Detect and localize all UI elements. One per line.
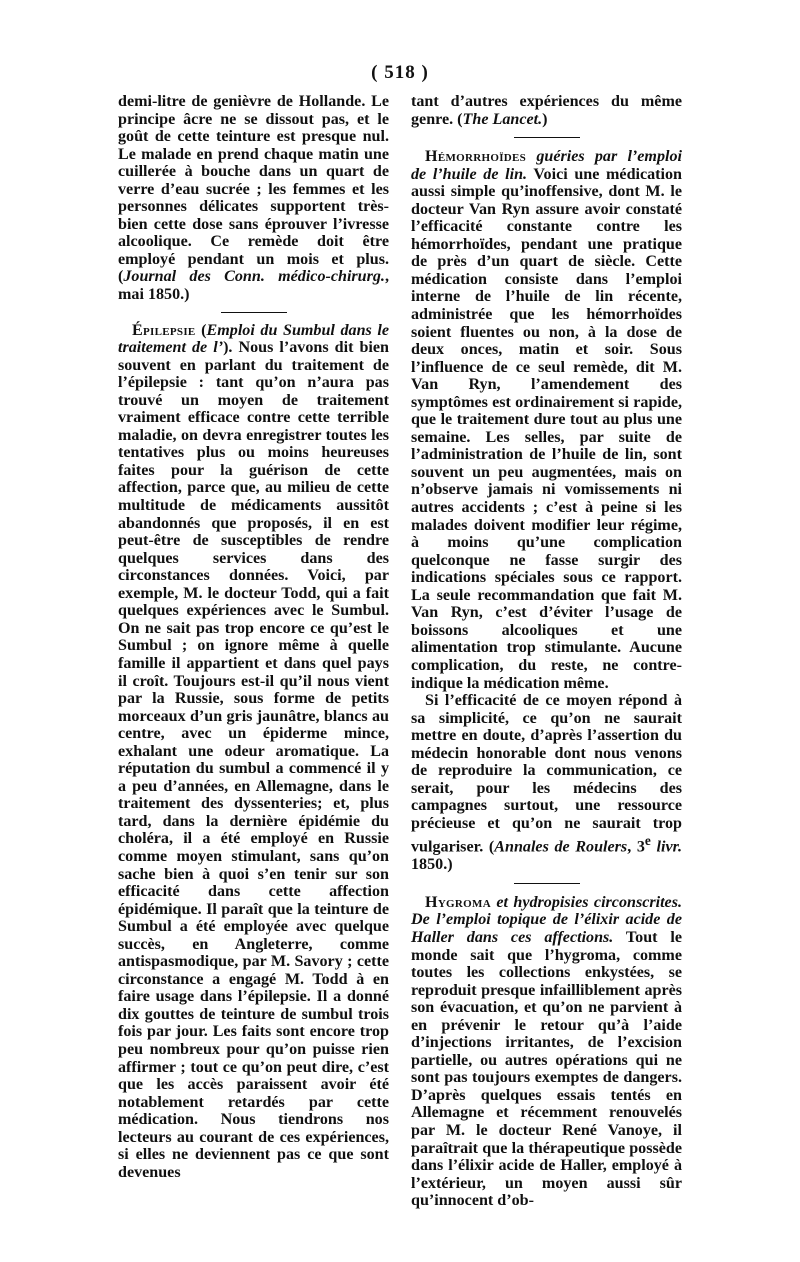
paragraph-text: demi-litre de genièvre de Hollande. Le principe âcre ne se dissout pas, et le goût de cette teinture est presque nul. Le malade en prend chaque matin une cuillerée à bouche dans un quart de verre d’eau sucrée ; les femmes et les personnes délicates supportent très-bien cette dose sans éprouver l’ivresse alcoolique. Ce remède doit être employé pendant un mois et plus. ( <box>118 93 389 286</box>
article-title: Hémorrhoïdes <box>425 148 527 166</box>
article-epilepsie <box>118 322 389 1182</box>
page-number: ( 518 ) <box>371 62 429 83</box>
paragraph-text: tant d’autres expériences du même genre. ( <box>411 93 682 128</box>
article-subtitle: guéries par l’emploi de l’huile de lin. <box>411 148 682 183</box>
paren-close: ). <box>223 339 239 357</box>
left-column <box>118 93 389 1181</box>
right-column <box>411 93 682 1210</box>
section-divider <box>514 883 580 884</box>
citation-year: 1850.) <box>411 856 453 874</box>
citation-superscript: e <box>644 833 651 849</box>
article-subtitle: Emploi du Sumbul dans le traitement de l’ <box>118 321 389 357</box>
paragraph-genievre <box>118 93 389 304</box>
section-divider <box>514 137 580 138</box>
article-body: Nous l’avons dit bien souvent en parlant du traitement de l’épilepsie : tant qu’on n’aura pas trouvé un moyen de traitement vraiment efficace contre cette terrible maladie, on devra enregistrer toutes les tentatives plus ou moins heureuses faites pour la guérison de cette affection, parce que, au milieu de cette multitude de médicaments aussitôt abandonnés que proposés, il en est peut-être de susceptibles de rendre quelques services dans des circonstances données. Voici, par exemple, M. le docteur Todd, qui a fait quelques expériences avec le Sumbul. On ne sait pas trop encore ce qu’est le Sumbul ; on ignore même à quelle famille il appartient et dans quel pays il croît. Toujours est-il qu’il nous vient par la Russie, sous forme de petits morceaux d’un gris jaunâtre, blancs au centre, avec un épiderme mince, exhalant une odeur aromatique. La réputation du sumbul a commencé il y a peu d’années, en Allemagne, dans le traitement des dyssenteries; et, plus tard, dans la dernière épidémie du choléra, il a été employé en Russie comme moyen stimulant, sans qu’on sache bien à quoi s’en tenir sur son efficacité dans cette affection épidémique. Il paraît que la teinture de Sumbul a été employée avec quelque succès, en Angleterre, comme antispasmodique, par M. Savory ; cette circonstance a engagé M. Todd à en faire usage dans l’épilepsie. Il a donné dix gouttes de teinture de sumbul trois fois par jour. Les faits sont encore trop peu nombreux pour qu’on puisse rien affirmer ; tout ce qu’on peut dire, c’est que les accès paraissent avoir été notablement retardés par cette médication. Nous tiendrons nos lecteurs au courant de ces expériences, si elles ne deviennent pas ce que sont devenues <box>118 339 389 1181</box>
citation-close: ) <box>542 110 548 128</box>
citation-issue: livr. <box>650 838 683 856</box>
citation-date: , mai 1850.) <box>118 268 389 304</box>
article-body: Voici une médication aussi simple qu’inoffensive, dont M. le docteur Van Ryn assure avoir constaté l’efficacité constante contre les hémorrhoïdes, pendant une pratique de près d’un quart de siècle. Cette médication consiste dans l’emploi interne de l’huile de lin récente, administrée que les hémorrhoïdes soient fluentes ou non, à la dose de deux onces, matin et soir. Sous l’influence de ce seul remède, dit M. Van Ryn, l’amendement des symptômes est ordinairement si rapide, que le traitement dure tout au plus une semaine. Les selles, par suite de l’administration de l’huile de lin, sont souvent un peu augmentées, mais on n’observe jamais ni vomissements ni autres accidents ; c’est à peine si les malades doivent modifier leur régime, à moins qu’une complication quelconque ne fasse surgir des indications spéciales sous ce rapport. La seule recommandation que fait M. Van Ryn, c’est d’éviter l’usage de boissons alcooliques et une alimentation trop stimulante. Aucune complication, du reste, ne contre-indique la médication même. <box>411 165 683 692</box>
article-hygroma <box>411 894 682 1210</box>
article-body: Tout le monde sait que l’hygroma, comme toutes les collections enkystées, se reproduit presque infailliblement après son évacuation, et qu’on ne parvient à en prévenir le retour qu’à l’aide d’injections irritantes, de l’excision partielle, ou autres opérations qui ne sont pas toujours exemptes de dangers. D’après quelques essais tentés en Allemagne et récemment renouvelés par M. le docteur René Vanoye, il paraîtrait que la thérapeutique possède dans l’élixir acide de Haller, employé à l’extérieur, un moyen aussi sûr qu’innocent d’ob- <box>411 928 682 1210</box>
source-citation: The Lancet. <box>462 110 543 128</box>
source-citation: Journal des Conn. médico-chirurg. <box>123 268 385 286</box>
article-hemorrhoides <box>411 148 682 692</box>
paragraph-lancet <box>411 93 682 128</box>
article-subtitle: et hydropisies circonscrites. De l’emploi topique de l’élixir acide de Haller dans ces affections. <box>411 893 682 946</box>
article-title: Épilepsie <box>132 321 196 339</box>
article-title: Hygroma <box>425 893 491 911</box>
citation-number: , 3 <box>627 838 645 856</box>
section-divider <box>221 312 287 313</box>
paragraph-text: Si l’efficacité de ce moyen répond à sa simplicité, ce qu’on ne saurait mettre en doute, d’après l’assertion du médecin honorable dont nous venons de reproduire la communication, ce serait, pour les médecins des campagnes surtout, une ressource précieuse et qu’on ne saurait trop vulgariser. ( <box>411 692 682 856</box>
paragraph-efficacite <box>411 692 682 874</box>
paren-open: ( <box>195 321 207 339</box>
source-citation: Annales de Roulers <box>494 838 628 856</box>
